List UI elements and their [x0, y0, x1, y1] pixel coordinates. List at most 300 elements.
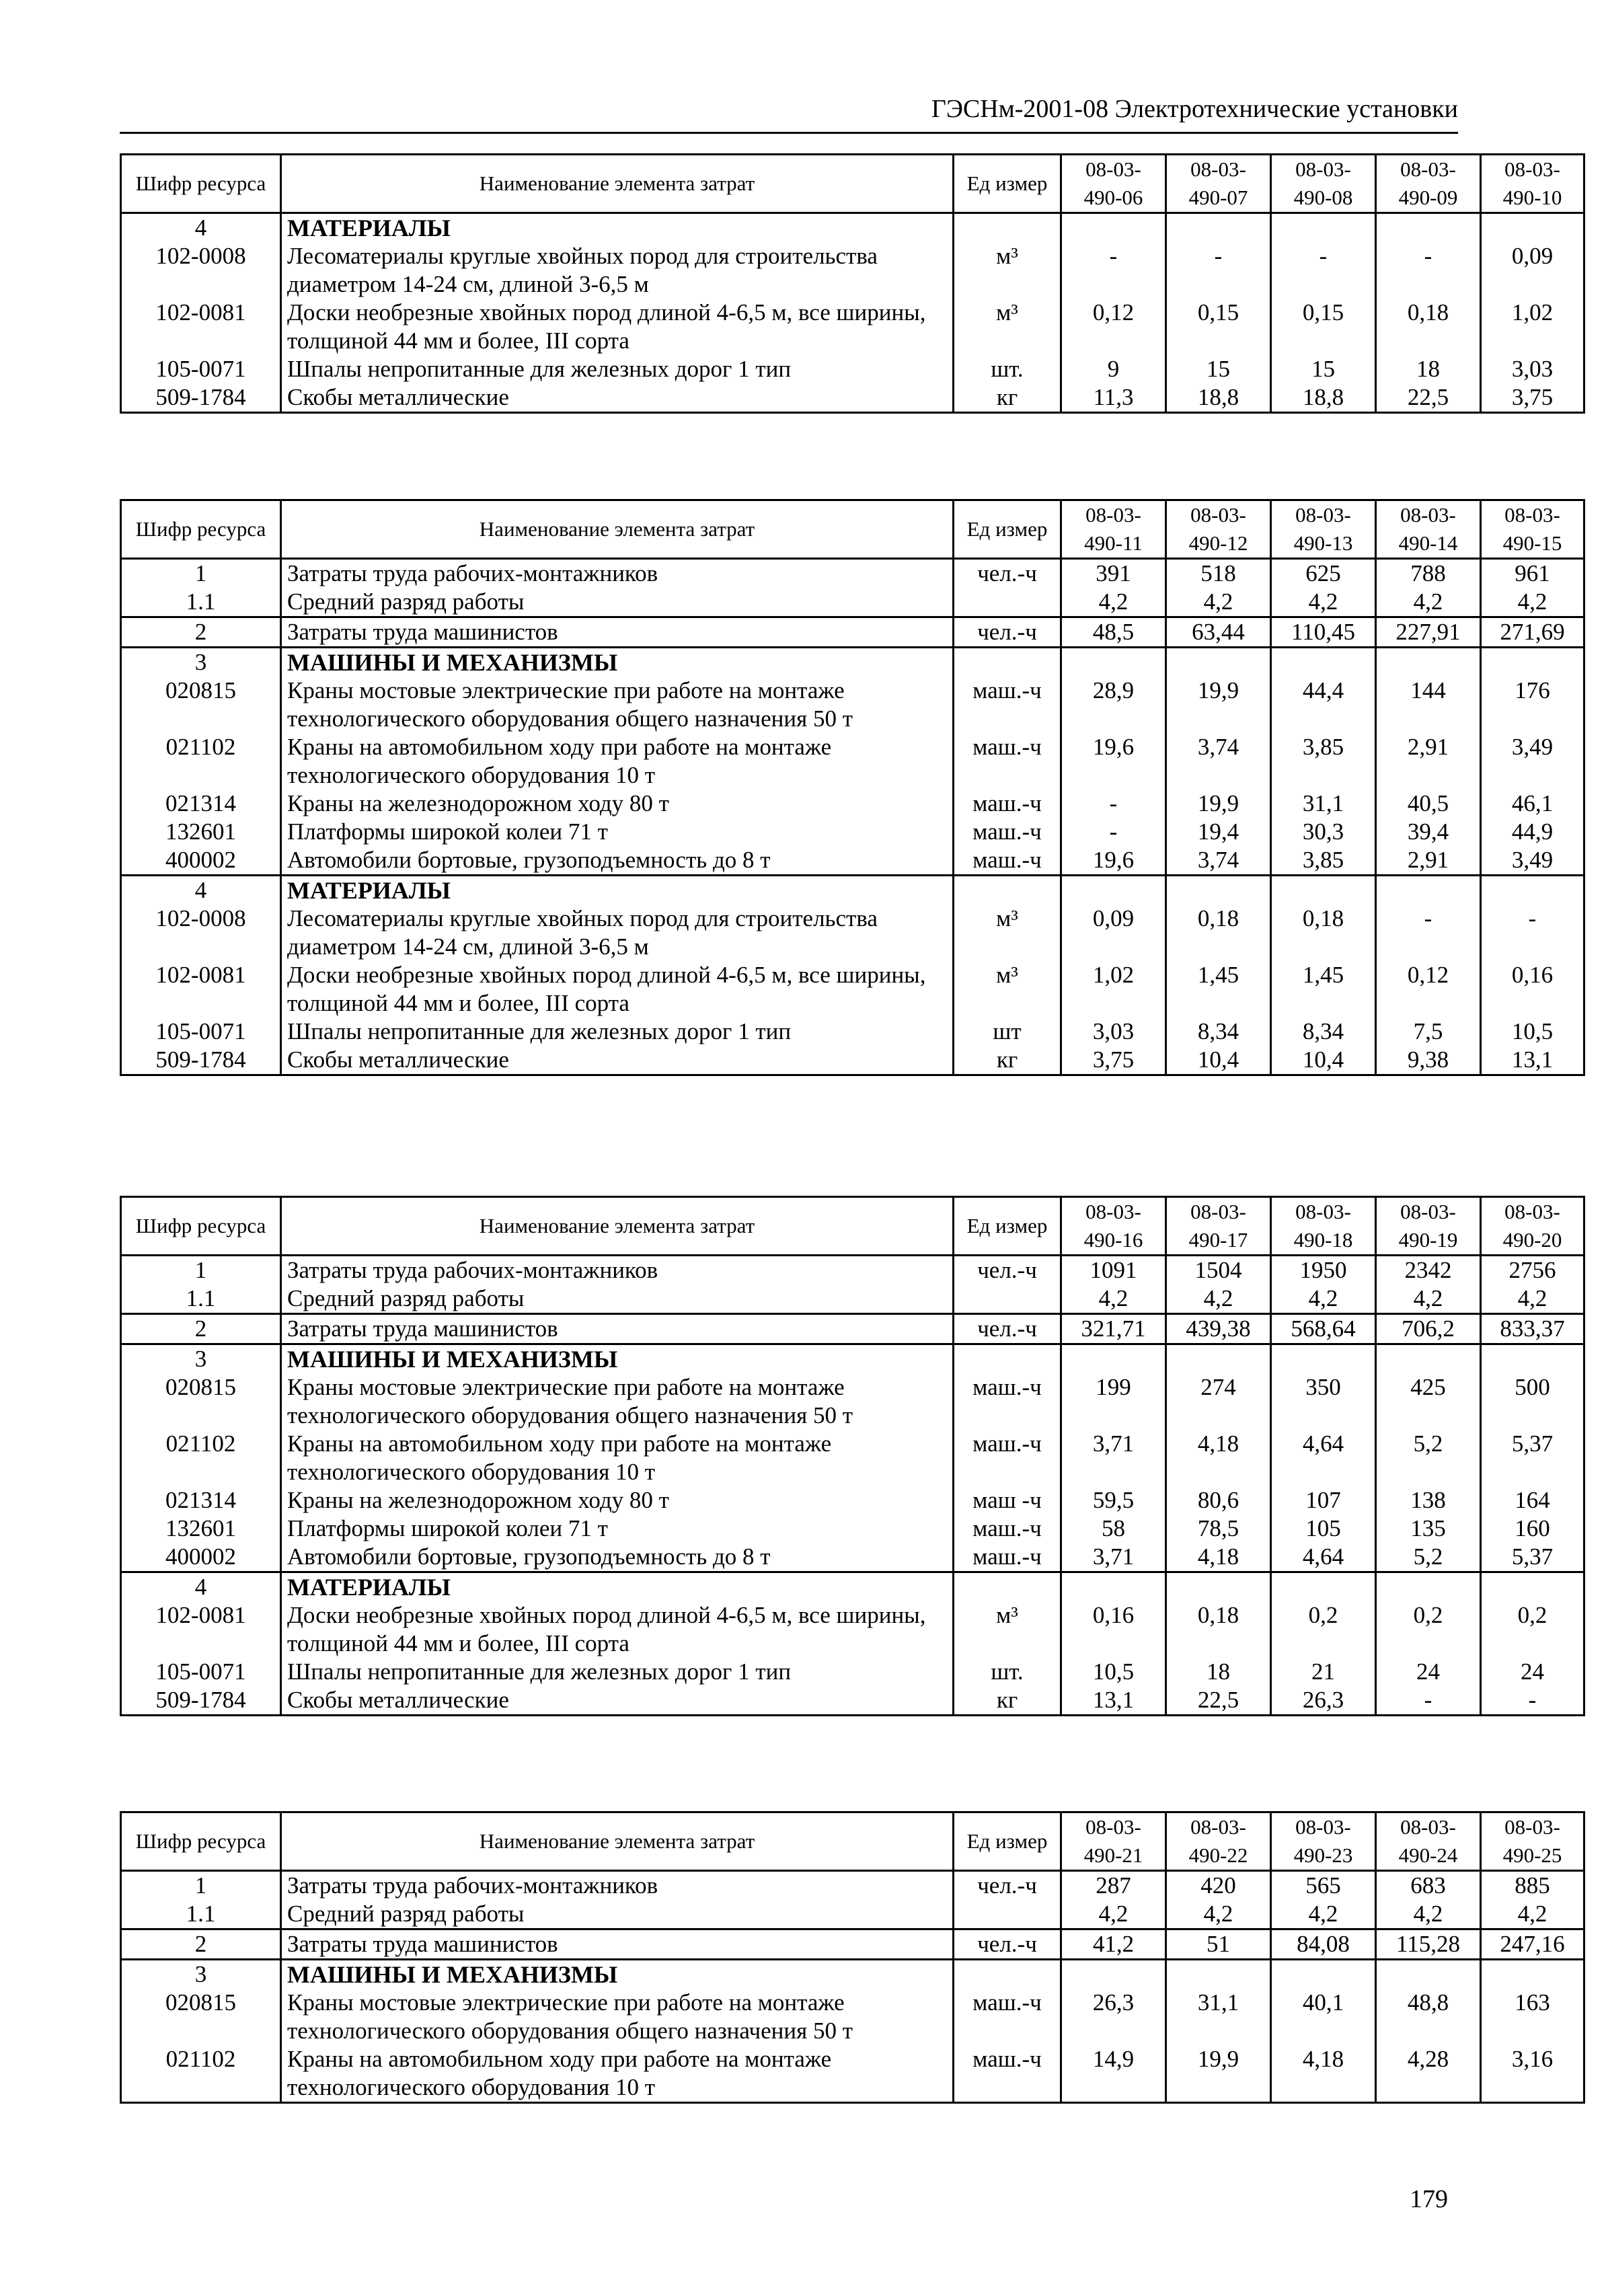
unit: чел.-ч	[954, 1256, 1061, 1285]
header-rate-code: 08-03-490-25	[1481, 1812, 1584, 1871]
value-cell: 19,6	[1061, 733, 1166, 790]
value-cell: 40,5	[1376, 790, 1481, 818]
value-cell	[1481, 876, 1584, 905]
resource-code: 021102	[121, 1430, 281, 1486]
value-cell: 788	[1376, 559, 1481, 588]
unit: маш.-ч	[954, 1373, 1061, 1430]
value-cell: 48,8	[1376, 1989, 1481, 2045]
resource-name: Краны на автомобильном ходу при работе на монтаже технологического оборудования 10 т	[281, 2045, 954, 2103]
value-cell: 518	[1166, 559, 1271, 588]
resource-name: Затраты труда машинистов	[281, 617, 954, 648]
value-cell: 683	[1376, 1871, 1481, 1901]
unit: маш.-ч	[954, 1989, 1061, 2045]
unit: маш.-ч	[954, 1515, 1061, 1543]
resource-name: Лесоматериалы круглые хвойных пород для строительства диаметром 14-24 см, длиной 3-6,5 м	[281, 905, 954, 961]
unit	[954, 1572, 1061, 1602]
unit: шт	[954, 1018, 1061, 1046]
unit	[954, 876, 1061, 905]
value-cell: 163	[1481, 1989, 1584, 2045]
unit: маш.-ч	[954, 790, 1061, 818]
section-title: МАШИНЫ И МЕХАНИЗМЫ	[281, 1344, 954, 1374]
unit: кг	[954, 383, 1061, 413]
table-header-row	[121, 155, 1584, 213]
value-cell: 4,2	[1271, 588, 1376, 617]
header-rate-code: 08-03-490-21	[1061, 1812, 1166, 1871]
value-cell	[1166, 876, 1271, 905]
value-cell: 2756	[1481, 1256, 1584, 1285]
table-row	[121, 818, 1584, 846]
unit	[954, 1900, 1061, 1929]
value-cell: 46,1	[1481, 790, 1584, 818]
table-row	[121, 876, 1584, 905]
value-cell: 425	[1376, 1373, 1481, 1430]
resource-code: 105-0071	[121, 355, 281, 383]
unit	[954, 1344, 1061, 1374]
value-cell: 568,64	[1271, 1314, 1376, 1344]
value-cell: 160	[1481, 1515, 1584, 1543]
value-cell: 500	[1481, 1373, 1584, 1430]
table-row	[121, 1871, 1584, 1901]
value-cell: 4,28	[1376, 2045, 1481, 2103]
resource-name: Краны мостовые электрические при работе на монтаже технологического оборудования общего назначения 50 т	[281, 677, 954, 733]
value-cell: 420	[1166, 1871, 1271, 1901]
resource-code: 132601	[121, 1515, 281, 1543]
unit: м³	[954, 242, 1061, 299]
table-row	[121, 1900, 1584, 1929]
resource-code: 020815	[121, 1989, 281, 2045]
header-code: Шифр ресурса	[121, 155, 281, 213]
value-cell	[1061, 213, 1166, 243]
value-cell: 439,38	[1166, 1314, 1271, 1344]
resource-code: 2	[121, 1929, 281, 1960]
value-cell	[1376, 1344, 1481, 1374]
value-cell: 227,91	[1376, 617, 1481, 648]
header-rate-code: 08-03-490-09	[1376, 155, 1481, 213]
resource-code: 2	[121, 1314, 281, 1344]
value-cell: 4,2	[1481, 1285, 1584, 1314]
value-cell: -	[1376, 905, 1481, 961]
resource-name: Автомобили бортовые, грузоподъемность до 8 т	[281, 1543, 954, 1572]
value-cell: 19,9	[1166, 677, 1271, 733]
value-cell: 8,34	[1271, 1018, 1376, 1046]
table-row	[121, 559, 1584, 588]
value-cell: 0,2	[1481, 1601, 1584, 1658]
value-cell: 9	[1061, 355, 1166, 383]
value-cell: 4,2	[1166, 1285, 1271, 1314]
value-cell: 28,9	[1061, 677, 1166, 733]
value-cell	[1166, 1572, 1271, 1602]
value-cell: 5,37	[1481, 1543, 1584, 1572]
value-cell: 4,2	[1166, 1900, 1271, 1929]
unit: маш.-ч	[954, 2045, 1061, 2103]
section-title: МАТЕРИАЛЫ	[281, 213, 954, 243]
resource-name: Автомобили бортовые, грузоподъемность до 8 т	[281, 846, 954, 876]
value-cell: 3,85	[1271, 733, 1376, 790]
unit: чел.-ч	[954, 1314, 1061, 1344]
value-cell: 115,28	[1376, 1929, 1481, 1960]
value-cell: 3,85	[1271, 846, 1376, 876]
table-header-row	[121, 500, 1584, 559]
resource-name: Средний разряд работы	[281, 588, 954, 617]
resource-code: 132601	[121, 818, 281, 846]
unit: маш.-ч	[954, 1543, 1061, 1572]
resource-code: 400002	[121, 1543, 281, 1572]
value-cell: 4,2	[1271, 1285, 1376, 1314]
value-cell: 4,2	[1061, 588, 1166, 617]
value-cell: 4,64	[1271, 1430, 1376, 1486]
table-row	[121, 1018, 1584, 1046]
unit: маш.-ч	[954, 846, 1061, 876]
value-cell: 80,6	[1166, 1486, 1271, 1515]
value-cell: 4,2	[1481, 1900, 1584, 1929]
value-cell: 4,64	[1271, 1543, 1376, 1572]
table-row	[121, 1256, 1584, 1285]
unit	[954, 1285, 1061, 1314]
value-cell: 7,5	[1376, 1018, 1481, 1046]
table-row	[121, 1960, 1584, 1989]
value-cell	[1166, 213, 1271, 243]
value-cell	[1061, 1344, 1166, 1374]
value-cell: 1091	[1061, 1256, 1166, 1285]
resource-code: 021102	[121, 733, 281, 790]
resource-name: Краны на железнодорожном ходу 80 т	[281, 1486, 954, 1515]
value-cell: -	[1376, 1686, 1481, 1716]
value-cell	[1481, 1344, 1584, 1374]
value-cell: 0,16	[1061, 1601, 1166, 1658]
table-row	[121, 790, 1584, 818]
value-cell: 19,9	[1166, 790, 1271, 818]
resource-code: 4	[121, 1572, 281, 1602]
value-cell: 78,5	[1166, 1515, 1271, 1543]
header-rate-code: 08-03-490-06	[1061, 155, 1166, 213]
value-cell: 2,91	[1376, 846, 1481, 876]
value-cell: 84,08	[1271, 1929, 1376, 1960]
resource-name: Затраты труда рабочих-монтажников	[281, 1256, 954, 1285]
value-cell: 15	[1166, 355, 1271, 383]
table-row	[121, 1929, 1584, 1960]
resource-name: Краны мостовые электрические при работе на монтаже технологического оборудования общего назначения 50 т	[281, 1989, 954, 2045]
resource-name: Краны на автомобильном ходу при работе на монтаже технологического оборудования 10 т	[281, 1430, 954, 1486]
value-cell: 1,45	[1166, 961, 1271, 1018]
table-row	[121, 1486, 1584, 1515]
resource-name: Шпалы непропитанные для железных дорог 1 тип	[281, 1018, 954, 1046]
value-cell: 0,2	[1376, 1601, 1481, 1658]
unit: маш.-ч	[954, 677, 1061, 733]
value-cell	[1376, 1572, 1481, 1602]
value-cell: 0,16	[1481, 961, 1584, 1018]
value-cell: 11,3	[1061, 383, 1166, 413]
resource-name: Затраты труда рабочих-монтажников	[281, 559, 954, 588]
value-cell: 39,4	[1376, 818, 1481, 846]
resource-code: 509-1784	[121, 383, 281, 413]
value-cell: 51	[1166, 1929, 1271, 1960]
value-cell: 0,2	[1271, 1601, 1376, 1658]
page-header-title: ГЭСНм-2001-08 Электротехнические установки	[931, 95, 1458, 123]
value-cell: -	[1061, 818, 1166, 846]
value-cell: 3,03	[1061, 1018, 1166, 1046]
unit: маш -ч	[954, 1486, 1061, 1515]
table-row	[121, 1046, 1584, 1075]
value-cell	[1166, 1344, 1271, 1374]
value-cell: -	[1271, 242, 1376, 299]
value-cell: 144	[1376, 677, 1481, 733]
resource-code: 3	[121, 1344, 281, 1374]
value-cell: 0,15	[1166, 299, 1271, 355]
resource-name: Платформы широкой колеи 71 т	[281, 1515, 954, 1543]
section-title: МАШИНЫ И МЕХАНИЗМЫ	[281, 648, 954, 677]
value-cell: 21	[1271, 1658, 1376, 1686]
value-cell: 4,2	[1376, 1900, 1481, 1929]
table-row	[121, 299, 1584, 355]
table-row	[121, 1430, 1584, 1486]
table-header-row	[121, 1812, 1584, 1871]
resource-code: 4	[121, 213, 281, 243]
value-cell	[1061, 648, 1166, 677]
header-rate-code: 08-03-490-24	[1376, 1812, 1481, 1871]
value-cell: -	[1481, 1686, 1584, 1716]
value-cell	[1481, 1572, 1584, 1602]
header-rate-code: 08-03-490-20	[1481, 1197, 1584, 1256]
resource-name: Затраты труда машинистов	[281, 1314, 954, 1344]
header-name: Наименование элемента затрат	[281, 155, 954, 213]
value-cell: -	[1061, 790, 1166, 818]
value-cell: 105	[1271, 1515, 1376, 1543]
value-cell: 138	[1376, 1486, 1481, 1515]
unit	[954, 1960, 1061, 1989]
header-rate-code: 08-03-490-16	[1061, 1197, 1166, 1256]
section-title: МАТЕРИАЛЫ	[281, 876, 954, 905]
resource-code: 105-0071	[121, 1018, 281, 1046]
value-cell: 8,34	[1166, 1018, 1271, 1046]
table-row	[121, 2045, 1584, 2103]
unit: чел.-ч	[954, 559, 1061, 588]
resource-code: 021314	[121, 790, 281, 818]
resource-code: 1	[121, 559, 281, 588]
value-cell: 135	[1376, 1515, 1481, 1543]
table-row	[121, 617, 1584, 648]
value-cell: 10,4	[1271, 1046, 1376, 1075]
value-cell	[1061, 876, 1166, 905]
resource-code: 102-0081	[121, 1601, 281, 1658]
value-cell: 271,69	[1481, 617, 1584, 648]
table-header-row	[121, 1197, 1584, 1256]
resource-code: 021314	[121, 1486, 281, 1515]
resource-code: 102-0008	[121, 905, 281, 961]
value-cell: 391	[1061, 559, 1166, 588]
value-cell: 18,8	[1166, 383, 1271, 413]
header-unit: Ед измер	[954, 1812, 1061, 1871]
value-cell: 48,5	[1061, 617, 1166, 648]
resource-code: 020815	[121, 1373, 281, 1430]
table-row	[121, 588, 1584, 617]
resource-name: Скобы металлические	[281, 1686, 954, 1716]
value-cell: 19,4	[1166, 818, 1271, 846]
value-cell: 1504	[1166, 1256, 1271, 1285]
table-row	[121, 1658, 1584, 1686]
value-cell: 0,18	[1166, 1601, 1271, 1658]
value-cell: 5,2	[1376, 1543, 1481, 1572]
value-cell: 110,45	[1271, 617, 1376, 648]
table-row	[121, 355, 1584, 383]
value-cell: 0,18	[1271, 905, 1376, 961]
value-cell	[1481, 648, 1584, 677]
table-row	[121, 1344, 1584, 1374]
resource-name: Скобы металлические	[281, 1046, 954, 1075]
value-cell: 4,2	[1271, 1900, 1376, 1929]
resource-code: 1.1	[121, 1900, 281, 1929]
value-cell: 19,9	[1166, 2045, 1271, 2103]
header-rate-code: 08-03-490-15	[1481, 500, 1584, 559]
value-cell: 2342	[1376, 1256, 1481, 1285]
resource-table	[120, 499, 1585, 1076]
value-cell: 5,37	[1481, 1430, 1584, 1486]
value-cell	[1271, 1960, 1376, 1989]
value-cell: 321,71	[1061, 1314, 1166, 1344]
value-cell: 1,02	[1061, 961, 1166, 1018]
value-cell: 2,91	[1376, 733, 1481, 790]
unit: кг	[954, 1046, 1061, 1075]
value-cell: 31,1	[1166, 1989, 1271, 2045]
value-cell	[1376, 213, 1481, 243]
value-cell: -	[1481, 905, 1584, 961]
value-cell: -	[1061, 242, 1166, 299]
value-cell: 1,02	[1481, 299, 1584, 355]
table-row	[121, 648, 1584, 677]
value-cell: 31,1	[1271, 790, 1376, 818]
resource-table	[120, 1811, 1585, 2104]
header-rate-code: 08-03-490-11	[1061, 500, 1166, 559]
value-cell: 44,4	[1271, 677, 1376, 733]
value-cell: 3,49	[1481, 733, 1584, 790]
resource-name: Краны на автомобильном ходу при работе на монтаже технологического оборудования 10 т	[281, 733, 954, 790]
table-row	[121, 961, 1584, 1018]
value-cell	[1481, 213, 1584, 243]
unit: маш.-ч	[954, 818, 1061, 846]
value-cell: 3,74	[1166, 846, 1271, 876]
value-cell: 3,16	[1481, 2045, 1584, 2103]
value-cell: 26,3	[1061, 1989, 1166, 2045]
resource-code: 102-0081	[121, 961, 281, 1018]
resource-name: Доски необрезные хвойных пород длиной 4-6,5 м, все ширины, толщиной 44 мм и более, III сорта	[281, 1601, 954, 1658]
table-row	[121, 1373, 1584, 1430]
resource-code: 1	[121, 1256, 281, 1285]
value-cell: 63,44	[1166, 617, 1271, 648]
resource-code: 102-0008	[121, 242, 281, 299]
value-cell: 9,38	[1376, 1046, 1481, 1075]
value-cell: 10,5	[1481, 1018, 1584, 1046]
value-cell: 274	[1166, 1373, 1271, 1430]
value-cell: 4,18	[1166, 1430, 1271, 1486]
resource-name: Краны на железнодорожном ходу 80 т	[281, 790, 954, 818]
value-cell: 14,9	[1061, 2045, 1166, 2103]
resource-name: Затраты труда рабочих-монтажников	[281, 1871, 954, 1901]
value-cell: 3,03	[1481, 355, 1584, 383]
value-cell: 4,2	[1061, 1285, 1166, 1314]
resource-code: 021102	[121, 2045, 281, 2103]
value-cell	[1271, 1572, 1376, 1602]
value-cell: 4,2	[1376, 1285, 1481, 1314]
resource-code: 020815	[121, 677, 281, 733]
table-row	[121, 1314, 1584, 1344]
resource-code: 3	[121, 1960, 281, 1989]
value-cell: 10,4	[1166, 1046, 1271, 1075]
value-cell: 44,9	[1481, 818, 1584, 846]
value-cell: 3,71	[1061, 1430, 1166, 1486]
value-cell	[1061, 1960, 1166, 1989]
table-row	[121, 1515, 1584, 1543]
header-name: Наименование элемента затрат	[281, 1812, 954, 1871]
value-cell	[1166, 648, 1271, 677]
value-cell: 22,5	[1166, 1686, 1271, 1716]
table-row	[121, 383, 1584, 413]
value-cell: 18	[1166, 1658, 1271, 1686]
header-rule	[120, 132, 1458, 134]
unit: м³	[954, 1601, 1061, 1658]
unit: м³	[954, 961, 1061, 1018]
resource-name: Лесоматериалы круглые хвойных пород для строительства диаметром 14-24 см, длиной 3-6,5 м	[281, 242, 954, 299]
header-rate-code: 08-03-490-12	[1166, 500, 1271, 559]
value-cell: 565	[1271, 1871, 1376, 1901]
unit: чел.-ч	[954, 617, 1061, 648]
value-cell: 13,1	[1061, 1686, 1166, 1716]
resource-code: 509-1784	[121, 1046, 281, 1075]
value-cell: 24	[1481, 1658, 1584, 1686]
value-cell: 15	[1271, 355, 1376, 383]
unit: маш.-ч	[954, 1430, 1061, 1486]
value-cell: 706,2	[1376, 1314, 1481, 1344]
value-cell	[1376, 876, 1481, 905]
table-row	[121, 677, 1584, 733]
value-cell	[1271, 1344, 1376, 1374]
value-cell: 4,2	[1166, 588, 1271, 617]
resource-name: Краны мостовые электрические при работе на монтаже технологического оборудования общего назначения 50 т	[281, 1373, 954, 1430]
table-row	[121, 1686, 1584, 1716]
page-number: 179	[1410, 2185, 1448, 2213]
header-rate-code: 08-03-490-22	[1166, 1812, 1271, 1871]
value-cell: 0,12	[1376, 961, 1481, 1018]
value-cell: 247,16	[1481, 1929, 1584, 1960]
value-cell: 30,3	[1271, 818, 1376, 846]
table-row	[121, 1543, 1584, 1572]
unit	[954, 588, 1061, 617]
unit: шт.	[954, 355, 1061, 383]
header-unit: Ед измер	[954, 155, 1061, 213]
header-rate-code: 08-03-490-08	[1271, 155, 1376, 213]
value-cell	[1271, 876, 1376, 905]
header-rate-code: 08-03-490-14	[1376, 500, 1481, 559]
value-cell: 24	[1376, 1658, 1481, 1686]
table-row	[121, 213, 1584, 243]
unit: кг	[954, 1686, 1061, 1716]
value-cell: 107	[1271, 1486, 1376, 1515]
table-row	[121, 846, 1584, 876]
resource-name: Платформы широкой колеи 71 т	[281, 818, 954, 846]
table-row	[121, 905, 1584, 961]
resource-code: 1.1	[121, 1285, 281, 1314]
table-row	[121, 1989, 1584, 2045]
value-cell: 59,5	[1061, 1486, 1166, 1515]
resource-name: Доски необрезные хвойных пород длиной 4-6,5 м, все ширины, толщиной 44 мм и более, III сорта	[281, 961, 954, 1018]
header-rate-code: 08-03-490-18	[1271, 1197, 1376, 1256]
value-cell: 22,5	[1376, 383, 1481, 413]
value-cell	[1166, 1960, 1271, 1989]
table-row	[121, 242, 1584, 299]
value-cell: 176	[1481, 677, 1584, 733]
resource-name: Скобы металлические	[281, 383, 954, 413]
resource-name: Затраты труда машинистов	[281, 1929, 954, 1960]
value-cell: 10,5	[1061, 1658, 1166, 1686]
header-code: Шифр ресурса	[121, 1812, 281, 1871]
